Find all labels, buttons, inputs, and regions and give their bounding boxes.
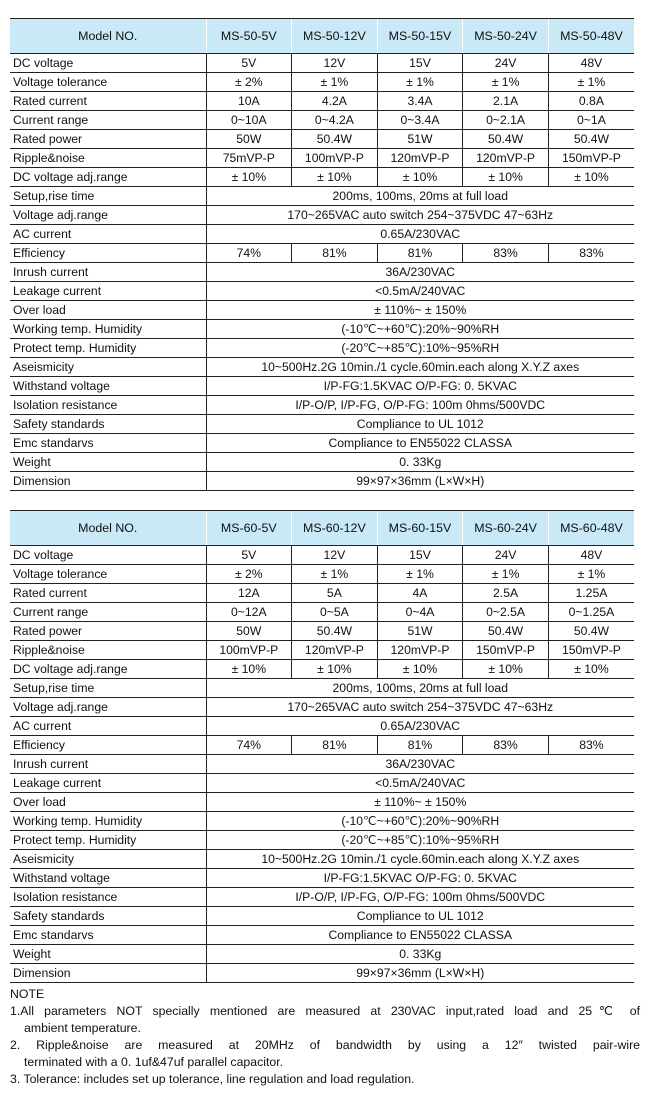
- cell-value: ± 10%: [206, 660, 292, 679]
- row-label: Over load: [10, 301, 206, 320]
- cell-value: ± 1%: [292, 565, 378, 584]
- cell-value: 81%: [377, 244, 463, 263]
- cell-value: ± 1%: [292, 73, 378, 92]
- cell-value: 0~4A: [377, 603, 463, 622]
- cell-value: 50.4W: [292, 130, 378, 149]
- cell-span-value: (-10℃~+60℃):20%~90%RH: [206, 320, 634, 339]
- row-label: Working temp. Humidity: [10, 320, 206, 339]
- header-model: MS-60-5V: [206, 511, 292, 546]
- table-row: [10, 225, 634, 244]
- row-label: Rated current: [10, 92, 206, 111]
- row-label: Isolation resistance: [10, 888, 206, 907]
- cell-value: ± 1%: [377, 73, 463, 92]
- row-label: Withstand voltage: [10, 869, 206, 888]
- cell-value: 0~10A: [206, 111, 292, 130]
- cell-span-value: 99×97×36mm (L×W×H): [206, 964, 634, 983]
- row-label: Setup,rise time: [10, 679, 206, 698]
- row-label: Rated current: [10, 584, 206, 603]
- cell-value: 5V: [206, 54, 292, 73]
- table-row: [10, 565, 634, 584]
- cell-value: ± 10%: [463, 168, 549, 187]
- cell-value: 150mVP-P: [548, 641, 634, 660]
- cell-span-value: <0.5mA/240VAC: [206, 282, 634, 301]
- table-row: [10, 945, 634, 964]
- table-row: [10, 888, 634, 907]
- cell-span-value: 0.65A/230VAC: [206, 225, 634, 244]
- header-model-no: Model NO.: [10, 19, 206, 54]
- row-label: Dimension: [10, 472, 206, 491]
- header-model: MS-60-24V: [463, 511, 549, 546]
- cell-value: 120mVP-P: [292, 641, 378, 660]
- cell-value: 100mVP-P: [206, 641, 292, 660]
- cell-value: 74%: [206, 244, 292, 263]
- header-row: [10, 19, 634, 54]
- row-label: Safety standards: [10, 415, 206, 434]
- table-row: [10, 812, 634, 831]
- cell-span-value: I/P-FG:1.5KVAC O/P-FG: 0. 5KVAC: [206, 377, 634, 396]
- table-row: [10, 774, 634, 793]
- row-label: Leakage current: [10, 774, 206, 793]
- row-label: Rated power: [10, 130, 206, 149]
- cell-value: ± 10%: [548, 660, 634, 679]
- cell-value: 0~1A: [548, 111, 634, 130]
- table-row: [10, 415, 634, 434]
- cell-value: 81%: [377, 736, 463, 755]
- cell-value: 150mVP-P: [548, 149, 634, 168]
- row-label: Voltage adj.range: [10, 206, 206, 225]
- cell-value: 83%: [548, 244, 634, 263]
- row-label: Protect temp. Humidity: [10, 831, 206, 850]
- header-model: MS-60-15V: [377, 511, 463, 546]
- cell-value: 24V: [463, 546, 549, 565]
- cell-span-value: I/P-FG:1.5KVAC O/P-FG: 0. 5KVAC: [206, 869, 634, 888]
- table-row: [10, 584, 634, 603]
- cell-span-value: I/P-O/P, I/P-FG, O/P-FG: 100m 0hms/500VDC: [206, 888, 634, 907]
- cell-span-value: Compliance to UL 1012: [206, 907, 634, 926]
- cell-span-value: <0.5mA/240VAC: [206, 774, 634, 793]
- row-label: Over load: [10, 793, 206, 812]
- table-row: [10, 263, 634, 282]
- table-row: [10, 472, 634, 491]
- row-label: DC voltage adj.range: [10, 660, 206, 679]
- cell-value: ± 2%: [206, 565, 292, 584]
- cell-value: ± 10%: [377, 660, 463, 679]
- header-model: MS-60-12V: [292, 511, 378, 546]
- cell-span-value: 10~500Hz.2G 10min./1 cycle.60min.each along X.Y.Z axes: [206, 358, 634, 377]
- row-label: Setup,rise time: [10, 187, 206, 206]
- table-row: [10, 282, 634, 301]
- table-row: [10, 660, 634, 679]
- cell-value: 0~4.2A: [292, 111, 378, 130]
- table-row: [10, 111, 634, 130]
- row-label: DC voltage: [10, 54, 206, 73]
- row-label: Aseismicity: [10, 358, 206, 377]
- row-label: Weight: [10, 945, 206, 964]
- note-2-line-2: terminated with a 0. 1uf&47uf parallel capacitor.: [24, 1055, 284, 1069]
- table-row: [10, 453, 634, 472]
- cell-value: 120mVP-P: [463, 149, 549, 168]
- header-model: MS-50-48V: [548, 19, 634, 54]
- row-label: Safety standards: [10, 907, 206, 926]
- cell-value: ± 2%: [206, 73, 292, 92]
- row-label: Working temp. Humidity: [10, 812, 206, 831]
- cell-span-value: (-10℃~+60℃):20%~90%RH: [206, 812, 634, 831]
- table-row: [10, 603, 634, 622]
- table-row: [10, 187, 634, 206]
- cell-value: ± 10%: [292, 168, 378, 187]
- row-label: Efficiency: [10, 244, 206, 263]
- cell-span-value: I/P-O/P, I/P-FG, O/P-FG: 100m 0hms/500VDC: [206, 396, 634, 415]
- cell-value: 120mVP-P: [377, 641, 463, 660]
- row-label: Dimension: [10, 964, 206, 983]
- cell-value: ± 1%: [377, 565, 463, 584]
- header-model: MS-50-24V: [463, 19, 549, 54]
- cell-value: 81%: [292, 736, 378, 755]
- table-row: [10, 717, 634, 736]
- cell-value: 75mVP-P: [206, 149, 292, 168]
- table-row: [10, 320, 634, 339]
- table-row: [10, 358, 634, 377]
- cell-value: 24V: [463, 54, 549, 73]
- cell-value: 50W: [206, 622, 292, 641]
- row-label: Protect temp. Humidity: [10, 339, 206, 358]
- table-row: [10, 244, 634, 263]
- note-1-line-1: 1.All parameters NOT specially mentioned are measured at 230VAC input,rated load and 25℃ of: [10, 1004, 640, 1018]
- cell-value: 50.4W: [548, 130, 634, 149]
- cell-span-value: 0. 33Kg: [206, 945, 634, 964]
- cell-value: 50.4W: [292, 622, 378, 641]
- cell-value: ± 1%: [548, 565, 634, 584]
- cell-value: 48V: [548, 54, 634, 73]
- row-label: Ripple&noise: [10, 641, 206, 660]
- table-row: [10, 434, 634, 453]
- cell-value: 0~12A: [206, 603, 292, 622]
- note-3: 3. Tolerance: includes set up tolerance, line regulation and load regulation.: [10, 1072, 415, 1086]
- row-label: AC current: [10, 717, 206, 736]
- row-label: DC voltage adj.range: [10, 168, 206, 187]
- table-row: [10, 54, 634, 73]
- row-label: Isolation resistance: [10, 396, 206, 415]
- row-label: AC current: [10, 225, 206, 244]
- cell-value: ± 10%: [377, 168, 463, 187]
- row-label: Leakage current: [10, 282, 206, 301]
- table-row: [10, 92, 634, 111]
- row-label: Voltage tolerance: [10, 565, 206, 584]
- row-label: Inrush current: [10, 755, 206, 774]
- cell-value: ± 10%: [463, 660, 549, 679]
- cell-value: 0~5A: [292, 603, 378, 622]
- table-row: [10, 339, 634, 358]
- cell-value: ± 10%: [548, 168, 634, 187]
- cell-value: 74%: [206, 736, 292, 755]
- cell-value: 83%: [463, 736, 549, 755]
- table-row: [10, 168, 634, 187]
- table-row: [10, 149, 634, 168]
- cell-value: 0.8A: [548, 92, 634, 111]
- cell-value: 2.1A: [463, 92, 549, 111]
- cell-span-value: Compliance to EN55022 CLASSA: [206, 926, 634, 945]
- table-row: [10, 907, 634, 926]
- row-label: DC voltage: [10, 546, 206, 565]
- header-model: MS-50-5V: [206, 19, 292, 54]
- cell-span-value: 36A/230VAC: [206, 263, 634, 282]
- note-1-line-2: ambient temperature.: [24, 1021, 141, 1035]
- row-label: Withstand voltage: [10, 377, 206, 396]
- table-row: [10, 546, 634, 565]
- cell-value: ± 10%: [292, 660, 378, 679]
- cell-value: 0~2.1A: [463, 111, 549, 130]
- table-row: [10, 396, 634, 415]
- cell-value: ± 1%: [463, 565, 549, 584]
- header-model-no: Model NO.: [10, 511, 206, 546]
- cell-span-value: 200ms, 100ms, 20ms at full load: [206, 187, 634, 206]
- table-row: [10, 736, 634, 755]
- table-row: [10, 850, 634, 869]
- cell-span-value: 10~500Hz.2G 10min./1 cycle.60min.each along X.Y.Z axes: [206, 850, 634, 869]
- cell-value: 12V: [292, 54, 378, 73]
- table-row: [10, 793, 634, 812]
- row-label: Aseismicity: [10, 850, 206, 869]
- table-row: [10, 641, 634, 660]
- row-label: Voltage adj.range: [10, 698, 206, 717]
- cell-value: 1.25A: [548, 584, 634, 603]
- table-row: [10, 377, 634, 396]
- row-label: Inrush current: [10, 263, 206, 282]
- cell-value: 0~1.25A: [548, 603, 634, 622]
- table-row: [10, 73, 634, 92]
- header-model: MS-50-12V: [292, 19, 378, 54]
- cell-span-value: Compliance to EN55022 CLASSA: [206, 434, 634, 453]
- cell-value: 2.5A: [463, 584, 549, 603]
- cell-value: 81%: [292, 244, 378, 263]
- notes-section: [10, 986, 640, 1088]
- table-row: [10, 755, 634, 774]
- note-2-line-1: 2. Ripple&noise are measured at 20MHz of bandwidth by using a 12″ twisted pair-wire: [10, 1038, 640, 1052]
- cell-value: 150mVP-P: [463, 641, 549, 660]
- cell-value: 4.2A: [292, 92, 378, 111]
- cell-span-value: 99×97×36mm (L×W×H): [206, 472, 634, 491]
- header-row: [10, 511, 634, 546]
- cell-value: 50.4W: [548, 622, 634, 641]
- table-row: [10, 926, 634, 945]
- cell-span-value: 200ms, 100ms, 20ms at full load: [206, 679, 634, 698]
- row-label: Weight: [10, 453, 206, 472]
- cell-value: 100mVP-P: [292, 149, 378, 168]
- table-row: [10, 964, 634, 983]
- row-label: Ripple&noise: [10, 149, 206, 168]
- cell-value: 83%: [548, 736, 634, 755]
- cell-value: 15V: [377, 54, 463, 73]
- cell-value: 5A: [292, 584, 378, 603]
- cell-value: 0~2.5A: [463, 603, 549, 622]
- cell-value: 50W: [206, 130, 292, 149]
- row-label: Rated power: [10, 622, 206, 641]
- table-row: [10, 869, 634, 888]
- cell-value: 4A: [377, 584, 463, 603]
- cell-value: 51W: [377, 622, 463, 641]
- cell-value: 120mVP-P: [377, 149, 463, 168]
- cell-value: 12A: [206, 584, 292, 603]
- cell-value: ± 1%: [463, 73, 549, 92]
- cell-span-value: 36A/230VAC: [206, 755, 634, 774]
- cell-span-value: 0.65A/230VAC: [206, 717, 634, 736]
- table-row: [10, 698, 634, 717]
- cell-span-value: (-20℃~+85℃):10%~95%RH: [206, 831, 634, 850]
- cell-value: 3.4A: [377, 92, 463, 111]
- row-label: Current range: [10, 111, 206, 130]
- cell-value: ± 10%: [206, 168, 292, 187]
- row-label: Emc standarvs: [10, 926, 206, 945]
- cell-span-value: 0. 33Kg: [206, 453, 634, 472]
- cell-value: 5V: [206, 546, 292, 565]
- table-row: [10, 831, 634, 850]
- cell-span-value: ± 110%~ ± 150%: [206, 301, 634, 320]
- cell-value: ± 1%: [548, 73, 634, 92]
- header-model: MS-50-15V: [377, 19, 463, 54]
- ms-50-spec-table: [10, 18, 634, 491]
- ms-60-spec-table: [10, 510, 634, 983]
- cell-span-value: ± 110%~ ± 150%: [206, 793, 634, 812]
- cell-value: 51W: [377, 130, 463, 149]
- cell-span-value: 170~265VAC auto switch 254~375VDC 47~63Hz: [206, 206, 634, 225]
- cell-span-value: 170~265VAC auto switch 254~375VDC 47~63Hz: [206, 698, 634, 717]
- table-row: [10, 301, 634, 320]
- header-model: MS-60-48V: [548, 511, 634, 546]
- row-label: Efficiency: [10, 736, 206, 755]
- row-label: Voltage tolerance: [10, 73, 206, 92]
- cell-value: 12V: [292, 546, 378, 565]
- table-row: [10, 130, 634, 149]
- notes-title: NOTE: [10, 987, 45, 1001]
- cell-value: 15V: [377, 546, 463, 565]
- cell-value: 0~3.4A: [377, 111, 463, 130]
- cell-span-value: Compliance to UL 1012: [206, 415, 634, 434]
- row-label: Emc standarvs: [10, 434, 206, 453]
- cell-span-value: (-20℃~+85℃):10%~95%RH: [206, 339, 634, 358]
- cell-value: 83%: [463, 244, 549, 263]
- table-row: [10, 206, 634, 225]
- table-row: [10, 679, 634, 698]
- table-row: [10, 622, 634, 641]
- cell-value: 50.4W: [463, 622, 549, 641]
- cell-value: 50.4W: [463, 130, 549, 149]
- cell-value: 10A: [206, 92, 292, 111]
- cell-value: 48V: [548, 546, 634, 565]
- row-label: Current range: [10, 603, 206, 622]
